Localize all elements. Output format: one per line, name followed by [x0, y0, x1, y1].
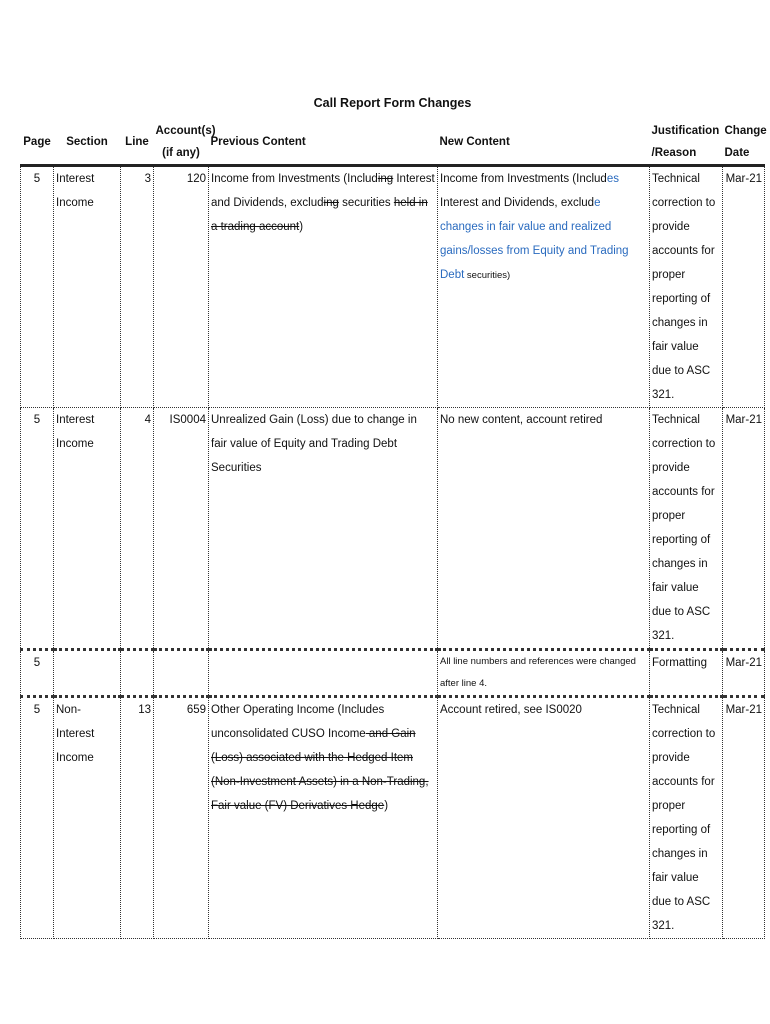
cell-section: Interest Income	[54, 408, 121, 650]
table-row	[21, 408, 765, 650]
cell-section	[54, 650, 121, 697]
text-run: Interest and Dividends, exclud	[440, 197, 595, 209]
cell-justification: Formatting	[650, 650, 723, 697]
cell-previous-content: Unrealized Gain (Loss) due to change in fair value of Equity and Trading Debt Securities	[209, 408, 438, 650]
header-row	[21, 120, 765, 166]
text-run: Other Operating Income (Includes unconsolidated CUSO Income	[211, 704, 385, 740]
text-run: securities)	[464, 270, 511, 281]
cell-change-date: Mar-21	[723, 650, 765, 697]
cell-page: 5	[21, 697, 54, 939]
header-previous-content: Previous Content	[209, 120, 438, 166]
cell-account	[154, 650, 209, 697]
cell-new-content: All line numbers and references were changed after line 4.	[438, 650, 650, 697]
cell-page: 5	[21, 650, 54, 697]
cell-line: 3	[121, 166, 154, 408]
text-run: )	[299, 221, 304, 233]
cell-new-content	[438, 166, 650, 408]
text-run: Income from Investments (Includ	[211, 173, 378, 185]
cell-line	[121, 650, 154, 697]
cell-justification: Technical correction to provide accounts for proper reporting of changes in fair value due to ASC 321.	[650, 697, 723, 939]
struck-text: held in a trading account	[211, 197, 428, 233]
header-section: Section	[54, 120, 121, 166]
cell-previous-content	[209, 650, 438, 697]
text-run: Interest and Dividends, exclud	[211, 173, 435, 209]
header-line: Line	[121, 120, 154, 166]
cell-change-date: Mar-21	[723, 166, 765, 408]
text-run: securities	[338, 197, 394, 209]
table-row	[21, 166, 765, 408]
cell-new-content: Account retired, see IS0020	[438, 697, 650, 939]
cell-change-date: Mar-21	[723, 408, 765, 650]
cell-justification: Technical correction to provide accounts for proper reporting of changes in fair value due to ASC 321.	[650, 166, 723, 408]
cell-account: 659	[154, 697, 209, 939]
text-run: )	[384, 800, 389, 812]
table-row	[21, 650, 765, 697]
table-row	[21, 697, 765, 939]
struck-text: and Gain (Loss) associated with the Hedged Item (Non-Investment Assets) in a Non-Trading, Fair value (FV) Derivatives Hedge	[211, 728, 429, 812]
header-change-date: Change Date	[723, 120, 765, 166]
added-text: es	[606, 173, 619, 185]
struck-text: ing	[377, 173, 394, 185]
cell-account: IS0004	[154, 408, 209, 650]
header-new-content: New Content	[438, 120, 650, 166]
cell-line: 4	[121, 408, 154, 650]
struck-text: ing	[323, 197, 339, 209]
cell-new-content: No new content, account retired	[438, 408, 650, 650]
cell-section: Non-Interest Income	[54, 697, 121, 939]
cell-section: Interest Income	[54, 166, 121, 408]
header-account: Account(s) (if any)	[154, 120, 209, 166]
cell-page: 5	[21, 166, 54, 408]
document-title: Call Report Form Changes	[313, 96, 472, 110]
cell-page: 5	[21, 408, 54, 650]
header-justification: Justification /Reason	[650, 120, 723, 166]
header-page: Page	[21, 120, 54, 166]
cell-line: 13	[121, 697, 154, 939]
cell-previous-content	[209, 166, 438, 408]
changes-table	[20, 120, 765, 939]
cell-change-date: Mar-21	[723, 697, 765, 939]
cell-previous-content	[209, 697, 438, 939]
cell-account: 120	[154, 166, 209, 408]
cell-justification: Technical correction to provide accounts for proper reporting of changes in fair value due to ASC 321.	[650, 408, 723, 650]
added-text: e changes in fair value and realized gains/losses from Equity and Trading Debt	[440, 197, 629, 281]
text-run: Income from Investments (Includ	[440, 173, 607, 185]
